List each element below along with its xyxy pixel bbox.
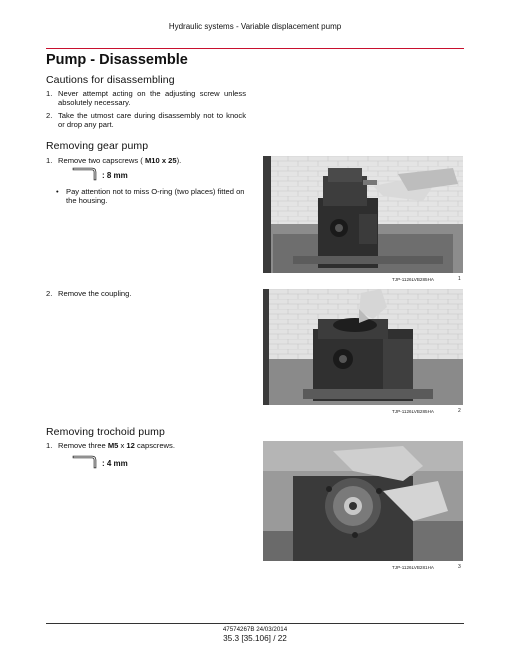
hex-key-icon — [72, 455, 98, 469]
figure-number: 3 — [458, 564, 461, 570]
step-text: Take the utmost care during disassembly not to knock or drop any part. — [58, 111, 246, 130]
step-number: 1. — [46, 156, 53, 165]
photo-trochoid-pump-removal — [263, 441, 463, 561]
figure-ref-code: TJP-1126LVB285HA — [392, 277, 434, 282]
tool-spec-8mm — [72, 167, 128, 186]
gear-pump-heading: Removing gear pump — [46, 140, 149, 152]
tool-size-label: : 4 mm — [102, 459, 128, 468]
trochoid-pump-heading: Removing trochoid pump — [46, 426, 165, 438]
hex-key-icon — [72, 167, 98, 181]
figure-ref-code: TJP-1126LVB281HA — [392, 565, 434, 570]
document-code: 47574267B 24/03/2014 — [222, 626, 288, 633]
page-title: Pump - Disassemble — [46, 52, 188, 68]
photo-coupling-removal — [263, 289, 463, 405]
caution-step-2 — [46, 111, 246, 130]
step-number: 1. — [46, 441, 53, 450]
figure-number: 1 — [458, 276, 461, 282]
gear-pump-note — [56, 187, 246, 206]
trochoid-pump-step-1 — [46, 441, 246, 450]
note-text: Pay attention not to miss O-ring (two places) fitted on the housing. — [66, 187, 245, 206]
title-rule — [46, 48, 464, 49]
step-text: Never attempt acting on the adjusting screw unless absolutely necessary. — [58, 89, 246, 108]
capscrew-size-m: M5 — [107, 441, 119, 450]
step-number: 2. — [46, 111, 53, 120]
step-text-post: capscrews. — [134, 441, 175, 450]
step-text-pre: Remove three — [58, 441, 108, 450]
figure-number: 2 — [458, 408, 461, 414]
footer-rule — [46, 623, 464, 624]
step-text — [46, 156, 246, 165]
tool-size-label: : 8 mm — [102, 171, 128, 180]
step-number: 1. — [46, 89, 53, 98]
step-text-post: ). — [176, 156, 182, 165]
step-text — [46, 441, 246, 450]
step-text: Remove the coupling. — [58, 289, 132, 298]
page-number: 35.3 [35.106] / 22 — [223, 634, 287, 643]
capscrew-length: 12 — [126, 441, 135, 450]
step-text-mid: x — [118, 441, 127, 450]
tool-spec-4mm — [72, 455, 128, 474]
running-header: Hydraulic systems - Variable displacement pump — [168, 22, 342, 31]
figure-ref-code: TJP-1126LVB285HA — [392, 409, 434, 414]
step-text-pre: Remove two capscrews ( — [58, 156, 145, 165]
gear-pump-step-1 — [46, 156, 246, 165]
step-number: 2. — [46, 289, 53, 298]
gear-pump-step-2 — [46, 289, 246, 298]
caution-step-1 — [46, 89, 246, 108]
photo-gear-pump-removal — [263, 156, 463, 273]
bullet-marker: • — [56, 187, 59, 196]
cautions-heading: Cautions for disassembling — [46, 74, 175, 86]
capscrew-size: M10 x 25 — [144, 156, 177, 165]
